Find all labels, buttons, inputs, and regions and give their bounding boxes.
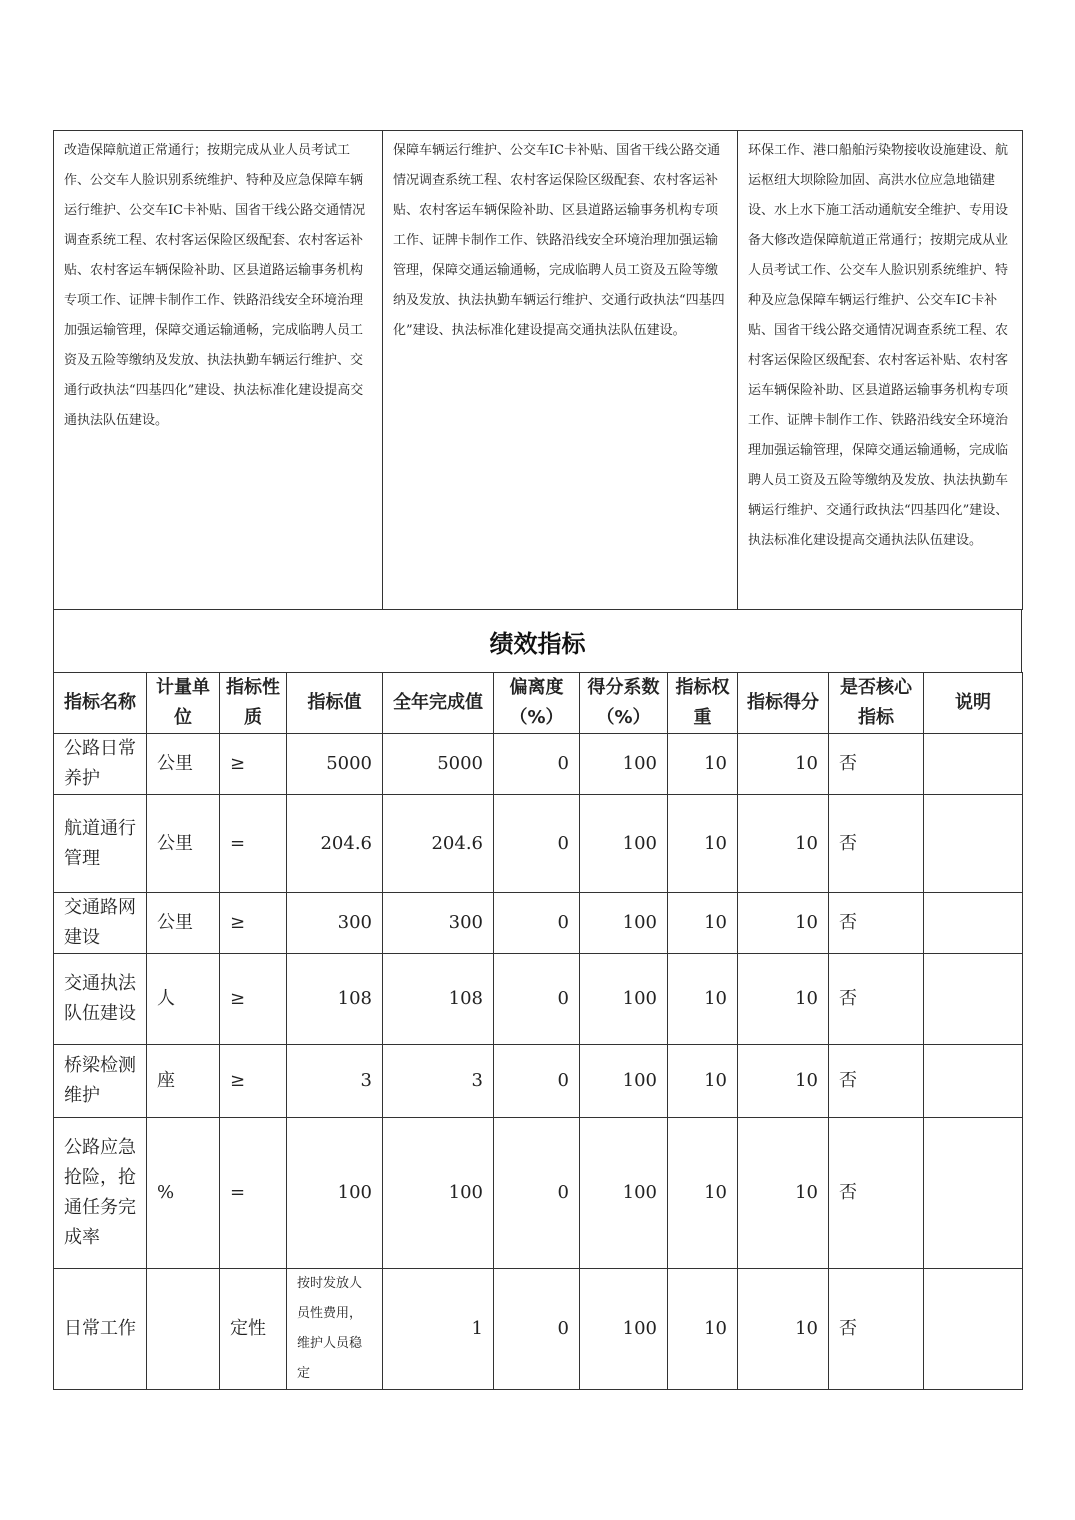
table-row	[54, 1118, 1023, 1269]
cell-nature: ≥	[220, 734, 287, 795]
cell-name: 桥梁检测维护	[54, 1045, 147, 1118]
cell-nature: ≥	[220, 954, 287, 1045]
cell-value: 100	[287, 1118, 383, 1269]
cell-score: 10	[738, 734, 829, 795]
cell-completed: 3	[383, 1045, 494, 1118]
cell-core: 否	[829, 893, 924, 954]
cell-unit: 座	[147, 1045, 220, 1118]
cell-weight: 10	[668, 1118, 738, 1269]
header-name: 指标名称	[54, 673, 147, 734]
cell-weight: 10	[668, 1045, 738, 1118]
cell-deviation: 0	[494, 1269, 580, 1390]
cell-deviation: 0	[494, 954, 580, 1045]
cell-value: 300	[287, 893, 383, 954]
description-cell-1: 改造保障航道正常通行；按期完成从业人员考试工作、公交车人脸识别系统维护、特种及应急保障车辆运行维护、公交车IC卡补贴、国省干线公路交通情况调查系统工程、农村客运保险区级配套、农村客运补贴、农村客运车辆保险补助、区县道路运输事务机构专项工作、证牌卡制作工作、铁路沿线安全环境治理加强运输管理，保障交通运输通畅，完成临聘人员工资及五险等缴纳及发放、执法执勤车辆运行维护、交通行政执法“四基四化”建设、执法标准化建设提高交通执法队伍建设。	[54, 131, 383, 610]
header-note: 说明	[924, 673, 1023, 734]
cell-name: 日常工作	[54, 1269, 147, 1390]
cell-unit: 公里	[147, 795, 220, 893]
cell-score: 10	[738, 893, 829, 954]
cell-coef: 100	[580, 795, 668, 893]
cell-nature: 定性	[220, 1269, 287, 1390]
header-completed: 全年完成值	[383, 673, 494, 734]
cell-note	[924, 795, 1023, 893]
cell-unit: 人	[147, 954, 220, 1045]
cell-score: 10	[738, 1269, 829, 1390]
header-row	[54, 673, 1023, 734]
cell-completed: 100	[383, 1118, 494, 1269]
cell-unit: 公里	[147, 893, 220, 954]
cell-unit	[147, 1269, 220, 1390]
cell-completed: 108	[383, 954, 494, 1045]
cell-coef: 100	[580, 893, 668, 954]
cell-unit: %	[147, 1118, 220, 1269]
header-unit: 计量单位	[147, 673, 220, 734]
cell-value: 204.6	[287, 795, 383, 893]
cell-nature: ≥	[220, 893, 287, 954]
cell-nature: =	[220, 795, 287, 893]
header-nature: 指标性质	[220, 673, 287, 734]
cell-name: 交通执法队伍建设	[54, 954, 147, 1045]
cell-completed: 5000	[383, 734, 494, 795]
cell-completed: 1	[383, 1269, 494, 1390]
cell-value: 108	[287, 954, 383, 1045]
cell-coef: 100	[580, 1118, 668, 1269]
table-row	[54, 795, 1023, 893]
cell-core: 否	[829, 795, 924, 893]
cell-weight: 10	[668, 1269, 738, 1390]
cell-core: 否	[829, 1118, 924, 1269]
cell-deviation: 0	[494, 734, 580, 795]
cell-name: 交通路网建设	[54, 893, 147, 954]
cell-note	[924, 893, 1023, 954]
cell-deviation: 0	[494, 893, 580, 954]
cell-weight: 10	[668, 795, 738, 893]
table-row	[54, 1045, 1023, 1118]
performance-table	[53, 672, 1023, 1390]
cell-core: 否	[829, 954, 924, 1045]
cell-value: 5000	[287, 734, 383, 795]
top-description-table	[53, 130, 1023, 610]
header-weight: 指标权重	[668, 673, 738, 734]
cell-coef: 100	[580, 1045, 668, 1118]
cell-note	[924, 1045, 1023, 1118]
cell-note	[924, 954, 1023, 1045]
cell-core: 否	[829, 1269, 924, 1390]
table-row	[54, 954, 1023, 1045]
cell-note	[924, 1269, 1023, 1390]
description-cell-3: 环保工作、港口船舶污染物接收设施建设、航运枢纽大坝除险加固、高洪水位应急地锚建设、水上水下施工活动通航安全维护、专用设备大修改造保障航道正常通行；按期完成从业人员考试工作、公交车人脸识别系统维护、特种及应急保障车辆运行维护、公交车IC卡补贴、国省干线公路交通情况调查系统工程、农村客运保险区级配套、农村客运补贴、农村客运车辆保险补助、区县道路运输事务机构专项工作、证牌卡制作工作、铁路沿线安全环境治理加强运输管理，保障交通运输通畅，完成临聘人员工资及五险等缴纳及发放、执法执勤车辆运行维护、交通行政执法“四基四化”建设、执法标准化建设提高交通执法队伍建设。	[738, 131, 1023, 610]
table-row	[54, 893, 1023, 954]
cell-nature: ≥	[220, 1045, 287, 1118]
cell-note	[924, 734, 1023, 795]
cell-name: 公路日常养护	[54, 734, 147, 795]
cell-score: 10	[738, 795, 829, 893]
cell-deviation: 0	[494, 1045, 580, 1118]
cell-coef: 100	[580, 1269, 668, 1390]
cell-name: 航道通行管理	[54, 795, 147, 893]
cell-note	[924, 1118, 1023, 1269]
table-row	[54, 734, 1023, 795]
cell-weight: 10	[668, 954, 738, 1045]
cell-unit: 公里	[147, 734, 220, 795]
performance-title: 绩效指标	[53, 610, 1022, 672]
header-score: 指标得分	[738, 673, 829, 734]
header-value: 指标值	[287, 673, 383, 734]
cell-value: 3	[287, 1045, 383, 1118]
cell-weight: 10	[668, 893, 738, 954]
cell-completed: 204.6	[383, 795, 494, 893]
cell-deviation: 0	[494, 1118, 580, 1269]
cell-nature: =	[220, 1118, 287, 1269]
header-deviation: 偏离度（%）	[494, 673, 580, 734]
cell-deviation: 0	[494, 795, 580, 893]
cell-core: 否	[829, 1045, 924, 1118]
cell-name: 公路应急抢险，抢通任务完成率	[54, 1118, 147, 1269]
table-row	[54, 1269, 1023, 1390]
cell-coef: 100	[580, 734, 668, 795]
cell-weight: 10	[668, 734, 738, 795]
header-coef: 得分系数（%）	[580, 673, 668, 734]
cell-core: 否	[829, 734, 924, 795]
cell-score: 10	[738, 1045, 829, 1118]
cell-score: 10	[738, 954, 829, 1045]
cell-score: 10	[738, 1118, 829, 1269]
header-core: 是否核心指标	[829, 673, 924, 734]
description-cell-2: 保障车辆运行维护、公交车IC卡补贴、国省干线公路交通情况调查系统工程、农村客运保险区级配套、农村客运补贴、农村客运车辆保险补助、区县道路运输事务机构专项工作、证牌卡制作工作、铁路沿线安全环境治理加强运输管理，保障交通运输通畅，完成临聘人员工资及五险等缴纳及发放、执法执勤车辆运行维护、交通行政执法“四基四化”建设、执法标准化建设提高交通执法队伍建设。	[383, 131, 738, 610]
cell-value: 按时发放人员性费用，维护人员稳定	[287, 1269, 383, 1390]
cell-coef: 100	[580, 954, 668, 1045]
cell-completed: 300	[383, 893, 494, 954]
